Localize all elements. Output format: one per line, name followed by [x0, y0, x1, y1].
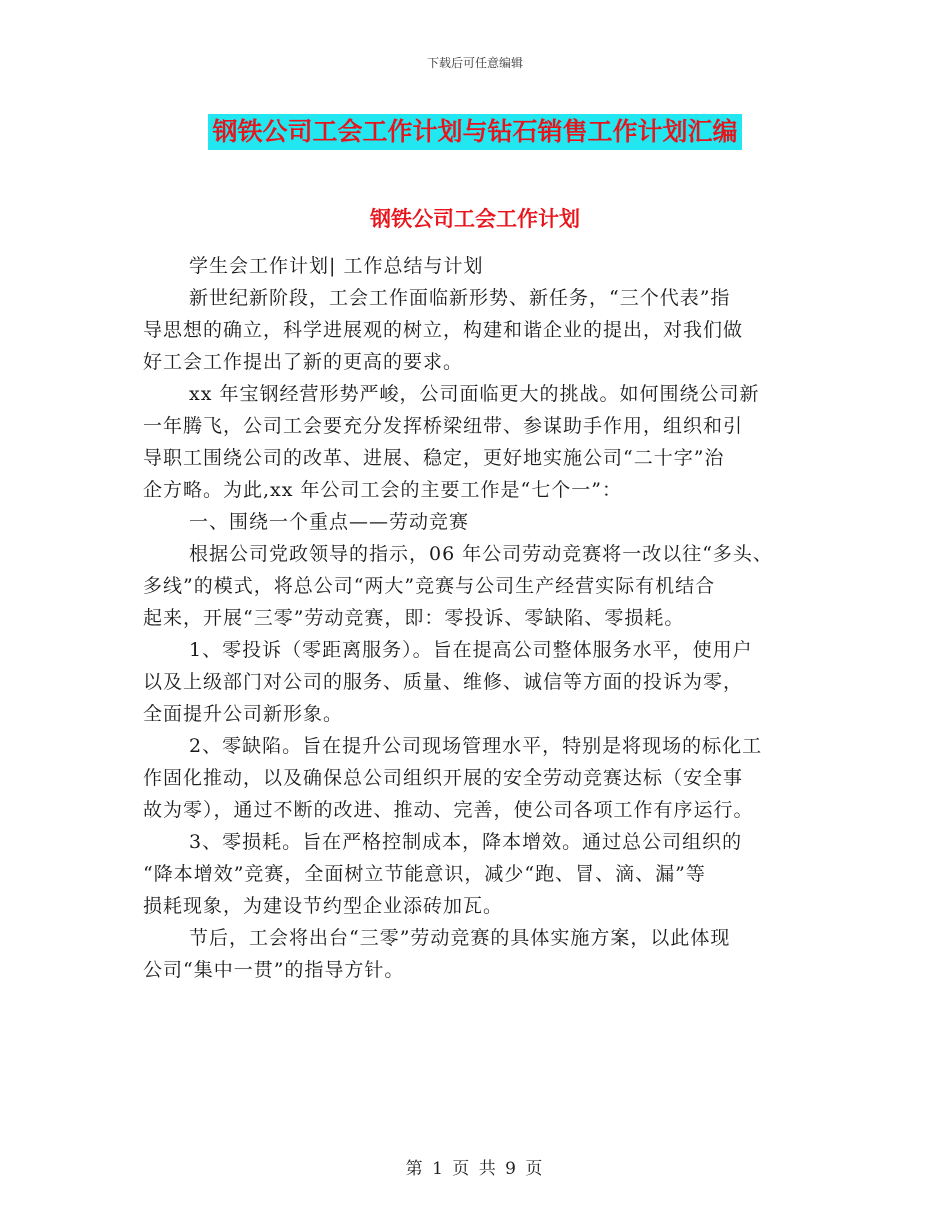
page-header: 下载后可任意编辑 [426, 56, 523, 70]
body-line: 公司“集中一贯”的指导方针。 [143, 959, 405, 981]
body-line: 一年腾飞，公司工会要充分发挥桥梁纽带、参谋助手作用，组织和引 [143, 415, 744, 437]
body-line: 作固化推动，以及确保总公司组织开展的安全劳动竞赛达标（安全事 [143, 767, 744, 789]
document-title: 钢铁公司工会工作计划与钻石销售工作计划汇编 [208, 114, 741, 150]
body-line: 学生会工作计划| 工作总结与计划 [189, 255, 484, 277]
body-line: 起来，开展“三零”劳动竞赛，即：零投诉、零缺陷、零损耗。 [143, 607, 685, 629]
body-line: 损耗现象，为建设节约型企业添砖加瓦。 [143, 895, 504, 917]
body-line: 导职工围绕公司的改革、进展、稳定，更好地实施公司“二十字”治 [143, 447, 725, 469]
section-title: 钢铁公司工会工作计划 [370, 206, 580, 231]
body-line: 3、零损耗。旨在严格控制成本，降本增效。通过总公司组织的 [189, 831, 743, 853]
body-line: 导思想的确立，科学进展观的树立，构建和谐企业的提出，对我们做 [143, 319, 744, 341]
body-line: 好工会工作提出了新的更高的要求。 [143, 351, 464, 373]
body-line: 故为零），通过不断的改进、推动、完善，使公司各项工作有序运行。 [143, 799, 754, 821]
body-line: 新世纪新阶段，工会工作面临新形势、新任务，“三个代表”指 [189, 287, 731, 309]
body-line: 1、零投诉（零距离服务）。旨在提高公司整体服务水平，使用户 [189, 639, 753, 661]
body-line: 多线”的模式，将总公司“两大”竞赛与公司生产经营实际有机结合 [143, 575, 716, 597]
document-body [143, 250, 811, 986]
body-line: 一、围绕一个重点——劳动竞赛 [189, 511, 470, 533]
body-line: xx 年宝钢经营形势严峻，公司面临更大的挑战。如何围绕公司新 [189, 383, 760, 405]
body-line: 企方略。为此,xx 年公司工会的主要工作是“七个一”： [143, 479, 622, 501]
body-line: 根据公司党政领导的指示，06 年公司劳动竞赛将一改以往“多头、 [189, 543, 773, 565]
body-line: 以及上级部门对公司的服务、质量、维修、诚信等方面的投诉为零， [143, 671, 744, 693]
document-title-container [0, 114, 950, 150]
body-line: “降本增效”竞赛，全面树立节能意识，减少“跑、冒、滴、漏”等 [143, 863, 706, 885]
page-footer: 第 1 页 共 9 页 [405, 1159, 545, 1179]
body-line: 节后，工会将出台“三零”劳动竞赛的具体实施方案，以此体现 [189, 927, 731, 949]
body-line: 2、零缺陷。旨在提升公司现场管理水平，特别是将现场的标化工 [189, 735, 763, 757]
body-line: 全面提升公司新形象。 [143, 703, 344, 725]
